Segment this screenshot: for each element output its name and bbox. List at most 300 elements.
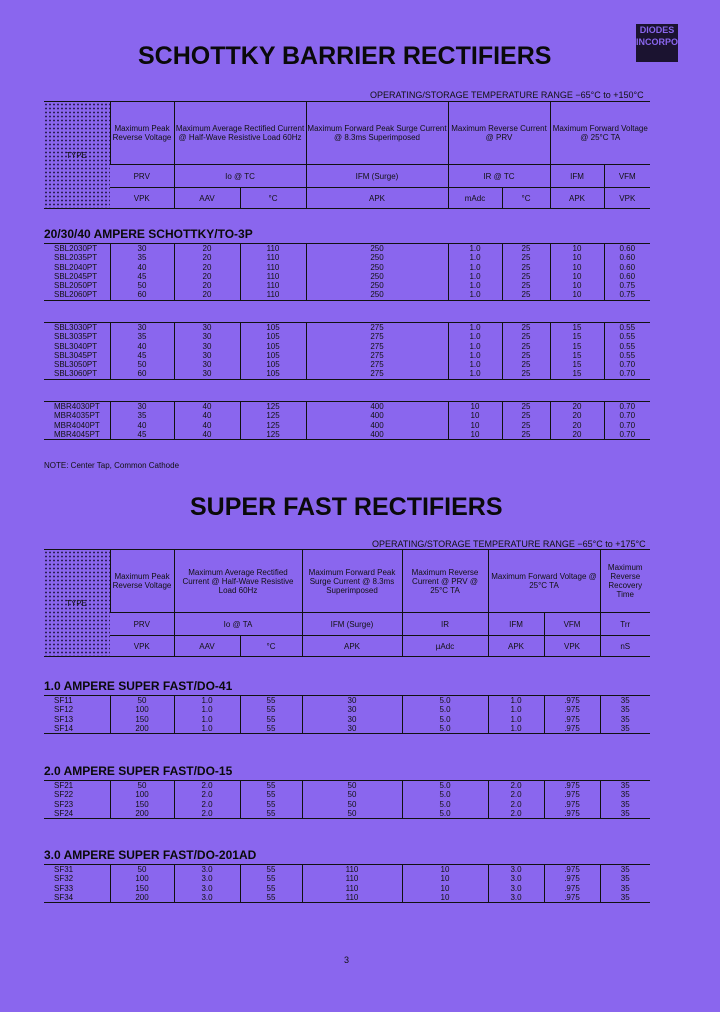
part-number: SF13 [54, 714, 74, 724]
table-row [44, 351, 650, 360]
superfast-group-2a [44, 780, 650, 819]
spec-cell: 10 [550, 290, 604, 300]
spec-cell: 3.0 [174, 893, 240, 903]
title-schottky: SCHOTTKY BARRIER RECTIFIERS [138, 42, 552, 70]
spec-cell: 30 [302, 715, 402, 724]
spec-cell: 0.55 [604, 332, 650, 341]
hdr-surge-desc: Maximum Forward Peak Surge Current @ 8.3ms Superimposed [306, 102, 448, 165]
spec-cell: 5.0 [402, 809, 488, 819]
spec-cell: 0.55 [604, 342, 650, 351]
spec-cell: 2.0 [174, 790, 240, 799]
sym-ifm-surge: IFM (Surge) [306, 165, 448, 188]
spec-cell: 0.70 [604, 421, 650, 430]
spec-cell: 0.60 [604, 263, 650, 272]
spec-cell: 1.0 [448, 369, 502, 379]
spec-cell: 5.0 [402, 696, 488, 706]
spec-cell: 15 [550, 323, 604, 333]
unit-degc: °C [240, 188, 306, 209]
spec-cell: 55 [240, 790, 302, 799]
spec-cell: 20 [550, 402, 604, 412]
schottky-group-20a [44, 243, 650, 301]
spec-cell: 40 [174, 421, 240, 430]
spec-cell: 0.70 [604, 360, 650, 369]
spec-cell: 3.0 [488, 893, 544, 903]
spec-cell: 105 [240, 323, 306, 333]
spec-cell: 2.0 [488, 800, 544, 809]
spec-cell: 15 [550, 342, 604, 351]
sf-sym-io: Io @ TA [174, 613, 302, 636]
spec-cell: 200 [110, 809, 174, 819]
spec-cell: 275 [306, 342, 448, 351]
spec-cell: 50 [110, 360, 174, 369]
spec-cell: 55 [240, 724, 302, 734]
spec-cell: .975 [544, 705, 600, 714]
spec-cell: 10 [550, 281, 604, 290]
spec-cell: 250 [306, 263, 448, 272]
spec-cell: 400 [306, 411, 448, 420]
spec-cell: 0.55 [604, 323, 650, 333]
part-number: SF22 [54, 790, 74, 800]
spec-cell: 10 [402, 893, 488, 903]
table-row [44, 290, 650, 300]
spec-cell: 1.0 [448, 351, 502, 360]
part-number: SBL2060PT [54, 290, 98, 300]
spec-cell: 125 [240, 421, 306, 430]
spec-cell: 25 [502, 263, 550, 272]
spec-cell: 55 [240, 705, 302, 714]
spec-cell: .975 [544, 696, 600, 706]
spec-cell: 35 [600, 800, 650, 809]
spec-cell: 0.70 [604, 402, 650, 412]
spec-cell: 20 [174, 263, 240, 272]
spec-cell: 25 [502, 411, 550, 420]
sf-unit-vpk-2: VPK [544, 636, 600, 657]
part-number: SBL3030PT [54, 323, 98, 332]
sf-sym-trr: Trr [600, 613, 650, 636]
part-number: SBL3045PT [54, 350, 98, 360]
spec-cell: 30 [302, 724, 402, 734]
table-row [44, 781, 650, 791]
sf-unit-aav: AAV [174, 636, 240, 657]
table-row [44, 874, 650, 883]
spec-cell: 55 [240, 809, 302, 819]
part-number: MBR4030PT [54, 402, 100, 411]
table-row [44, 263, 650, 272]
table-row [44, 411, 650, 420]
spec-cell: 110 [302, 884, 402, 893]
part-number: SF32 [54, 874, 74, 884]
spec-cell: 60 [110, 369, 174, 379]
spec-cell: 20 [174, 244, 240, 254]
spec-cell: 45 [110, 272, 174, 281]
spec-cell: 45 [110, 430, 174, 440]
spec-cell: 20 [174, 290, 240, 300]
hdr-io-desc: Maximum Average Rectified Current @ Half-Wave Resistive Load 60Hz [174, 102, 306, 165]
spec-cell: 0.55 [604, 351, 650, 360]
spec-cell: .975 [544, 724, 600, 734]
spec-cell: 25 [502, 281, 550, 290]
table-row [44, 281, 650, 290]
hdr-prv-desc: Maximum Peak Reverse Voltage [110, 102, 174, 165]
unit-vpk: VPK [110, 188, 174, 209]
table-row [44, 244, 650, 254]
section-sf-2a: 2.0 AMPERE SUPER FAST/DO-15 [44, 764, 233, 778]
spec-cell: 1.0 [174, 705, 240, 714]
sf-unit-apk-2: APK [488, 636, 544, 657]
part-number: SBL3035PT [54, 332, 98, 342]
spec-cell: 50 [110, 696, 174, 706]
superfast-group-3a [44, 864, 650, 903]
spec-cell: 150 [110, 715, 174, 724]
spec-cell: 2.0 [488, 781, 544, 791]
spec-cell: 10 [402, 884, 488, 893]
part-number: SBL2040PT [54, 262, 98, 272]
part-number: SF14 [54, 723, 74, 733]
spec-cell: 1.0 [448, 272, 502, 281]
spec-cell: 2.0 [488, 809, 544, 819]
unit-apk-2: APK [550, 188, 604, 209]
spec-cell: 275 [306, 369, 448, 379]
table-row [44, 332, 650, 341]
spec-cell: 25 [502, 323, 550, 333]
spec-cell: 20 [550, 421, 604, 430]
spec-cell: 55 [240, 781, 302, 791]
part-number: SF33 [54, 883, 74, 893]
table-row [44, 272, 650, 281]
spec-cell: 1.0 [448, 263, 502, 272]
spec-cell: 250 [306, 272, 448, 281]
spec-cell: 50 [110, 281, 174, 290]
spec-cell: 15 [550, 332, 604, 341]
sf-unit-ns: nS [600, 636, 650, 657]
spec-cell: 35 [600, 790, 650, 799]
spec-cell: 55 [240, 893, 302, 903]
table-row [44, 715, 650, 724]
spec-cell: 105 [240, 360, 306, 369]
sf-unit-uadc: µAdc [402, 636, 488, 657]
spec-cell: .975 [544, 800, 600, 809]
spec-cell: .975 [544, 781, 600, 791]
spec-cell: 15 [550, 369, 604, 379]
spec-cell: 1.0 [488, 705, 544, 714]
spec-cell: 2.0 [488, 790, 544, 799]
superfast-group-1a [44, 695, 650, 734]
spec-cell: 35 [600, 865, 650, 875]
part-number: SBL2050PT [54, 281, 98, 291]
spec-cell: 250 [306, 244, 448, 254]
spec-cell: 0.70 [604, 411, 650, 420]
spec-cell: 35 [600, 874, 650, 883]
schottky-group-30a [44, 322, 650, 380]
section-sf-3a: 3.0 AMPERE SUPER FAST/DO-201AD [44, 848, 257, 862]
part-number: SF34 [54, 892, 74, 902]
spec-cell: 110 [302, 874, 402, 883]
spec-cell: 30 [174, 342, 240, 351]
spec-cell: 10 [550, 272, 604, 281]
spec-cell: 25 [502, 369, 550, 379]
spec-cell: 110 [240, 244, 306, 254]
schottky-note: NOTE: Center Tap, Common Cathode [44, 461, 180, 470]
spec-cell: 55 [240, 715, 302, 724]
spec-cell: 5.0 [402, 705, 488, 714]
spec-cell: 5.0 [402, 724, 488, 734]
spec-cell: 105 [240, 342, 306, 351]
spec-cell: 250 [306, 253, 448, 262]
spec-cell: 150 [110, 884, 174, 893]
spec-cell: 35 [600, 809, 650, 819]
spec-cell: 40 [110, 342, 174, 351]
spec-cell: 125 [240, 430, 306, 440]
table-row [44, 800, 650, 809]
spec-cell: 25 [502, 332, 550, 341]
spec-cell: 150 [110, 800, 174, 809]
section-schottky-to3p: 20/30/40 AMPERE SCHOTTKY/TO-3P [44, 227, 253, 241]
spec-cell: 35 [110, 411, 174, 420]
sf-hdr-prv-desc: Maximum Peak Reverse Voltage [110, 550, 174, 613]
sf-unit-vpk: VPK [110, 636, 174, 657]
sf-sym-ifm: IFM [488, 613, 544, 636]
spec-cell: 25 [502, 253, 550, 262]
spec-cell: 35 [110, 332, 174, 341]
table-row [44, 893, 650, 903]
spec-cell: 5.0 [402, 790, 488, 799]
spec-cell: 10 [448, 411, 502, 420]
spec-cell: 125 [240, 411, 306, 420]
spec-cell: 105 [240, 369, 306, 379]
spec-cell: 1.0 [174, 724, 240, 734]
spec-cell: 55 [240, 874, 302, 883]
spec-cell: 25 [502, 290, 550, 300]
schottky-header-table [44, 101, 650, 209]
spec-cell: 40 [174, 430, 240, 440]
spec-cell: 400 [306, 402, 448, 412]
spec-cell: 1.0 [448, 360, 502, 369]
spec-cell: 1.0 [448, 342, 502, 351]
part-number: SBL2030PT [54, 244, 98, 253]
hdr-vf-desc: Maximum Forward Voltage @ 25°C TA [550, 102, 650, 165]
table-row [44, 253, 650, 262]
sf-hdr-io-desc: Maximum Average Rectified Current @ Half-Wave Resistive Load 60Hz [174, 550, 302, 613]
spec-cell: 1.0 [448, 332, 502, 341]
spec-cell: 20 [550, 430, 604, 440]
table-row [44, 865, 650, 875]
spec-cell: 30 [174, 360, 240, 369]
table-row [44, 884, 650, 893]
table-row [44, 360, 650, 369]
spec-cell: 10 [550, 253, 604, 262]
spec-cell: 35 [110, 253, 174, 262]
table-row [44, 402, 650, 412]
spec-cell: 1.0 [448, 244, 502, 254]
sym-io: Io @ TC [174, 165, 306, 188]
spec-cell: 10 [402, 874, 488, 883]
spec-cell: 40 [174, 402, 240, 412]
sf-unit-degc: °C [240, 636, 302, 657]
spec-cell: 50 [302, 809, 402, 819]
spec-cell: 110 [302, 893, 402, 903]
spec-cell: 2.0 [174, 781, 240, 791]
spec-cell: 100 [110, 874, 174, 883]
spec-cell: 30 [110, 402, 174, 412]
unit-aav: AAV [174, 188, 240, 209]
spec-cell: 30 [110, 244, 174, 254]
spec-cell: 275 [306, 360, 448, 369]
spec-cell: 250 [306, 281, 448, 290]
part-number: SF11 [54, 696, 73, 705]
spec-cell: 50 [110, 781, 174, 791]
spec-cell: 5.0 [402, 781, 488, 791]
spec-cell: .975 [544, 893, 600, 903]
spec-cell: 3.0 [174, 884, 240, 893]
spec-cell: 35 [600, 893, 650, 903]
spec-cell: 25 [502, 360, 550, 369]
spec-cell: 40 [110, 263, 174, 272]
spec-cell: 200 [110, 724, 174, 734]
unit-madc: mAdc [448, 188, 502, 209]
spec-cell: 50 [302, 800, 402, 809]
spec-cell: 0.60 [604, 253, 650, 262]
spec-cell: 50 [302, 790, 402, 799]
table-row [44, 809, 650, 819]
spec-cell: 1.0 [488, 724, 544, 734]
part-number: SBL3060PT [54, 369, 98, 379]
spec-cell: 400 [306, 421, 448, 430]
spec-cell: 35 [600, 724, 650, 734]
part-number: SF24 [54, 808, 74, 818]
spec-cell: 55 [240, 884, 302, 893]
spec-cell: 35 [600, 705, 650, 714]
spec-cell: 30 [110, 323, 174, 333]
spec-cell: 110 [240, 253, 306, 262]
spec-cell: 200 [110, 893, 174, 903]
spec-cell: 110 [240, 272, 306, 281]
sf-unit-apk: APK [302, 636, 402, 657]
spec-cell: 0.70 [604, 369, 650, 379]
spec-cell: 30 [302, 696, 402, 706]
sf-hdr-surge-desc: Maximum Forward Peak Surge Current @ 8.3ms Superimposed [302, 550, 402, 613]
spec-cell: 50 [302, 781, 402, 791]
part-number: SBL2035PT [54, 253, 98, 263]
superfast-header-table [44, 549, 650, 657]
sym-ifm: IFM [550, 165, 604, 188]
spec-cell: 25 [502, 244, 550, 254]
table-row [44, 696, 650, 706]
part-number: SBL2045PT [54, 271, 98, 281]
spec-cell: 50 [110, 865, 174, 875]
sym-prv: PRV [110, 165, 174, 188]
spec-cell: 100 [110, 790, 174, 799]
spec-cell: 1.0 [448, 253, 502, 262]
schottky-group-40a [44, 401, 650, 440]
spec-cell: 125 [240, 402, 306, 412]
spec-cell: .975 [544, 874, 600, 883]
spec-cell: 25 [502, 402, 550, 412]
spec-cell: 40 [174, 411, 240, 420]
spec-cell: 0.75 [604, 290, 650, 300]
spec-cell: 0.60 [604, 244, 650, 254]
spec-cell: 3.0 [488, 874, 544, 883]
table-row [44, 790, 650, 799]
spec-cell: 100 [110, 705, 174, 714]
spec-cell: 20 [550, 411, 604, 420]
table-row [44, 421, 650, 430]
spec-cell: .975 [544, 715, 600, 724]
spec-cell: 275 [306, 351, 448, 360]
spec-cell: 30 [174, 369, 240, 379]
spec-cell: 110 [240, 290, 306, 300]
spec-cell: 55 [240, 800, 302, 809]
spec-cell: 25 [502, 342, 550, 351]
spec-cell: 0.60 [604, 272, 650, 281]
spec-cell: 0.70 [604, 430, 650, 440]
sym-ir: IR @ TC [448, 165, 550, 188]
spec-cell: 275 [306, 332, 448, 341]
spec-cell: 10 [448, 402, 502, 412]
schottky-op-range: OPERATING/STORAGE TEMPERATURE RANGE −65°C to +150°C [370, 90, 644, 100]
spec-cell: 25 [502, 351, 550, 360]
spec-cell: 3.0 [174, 874, 240, 883]
spec-cell: 110 [240, 263, 306, 272]
spec-cell: 30 [302, 705, 402, 714]
spec-cell: 250 [306, 290, 448, 300]
spec-cell: 15 [550, 360, 604, 369]
spec-cell: 275 [306, 323, 448, 333]
part-number: MBR4040PT [54, 420, 100, 430]
sf-sym-ir: IR [402, 613, 488, 636]
spec-cell: 15 [550, 351, 604, 360]
spec-cell: 60 [110, 290, 174, 300]
part-number: SF31 [54, 865, 74, 874]
spec-cell: 400 [306, 430, 448, 440]
spec-cell: .975 [544, 865, 600, 875]
spec-cell: 1.0 [174, 696, 240, 706]
part-number: MBR4035PT [54, 411, 100, 421]
hdr-ir-desc: Maximum Reverse Current @ PRV [448, 102, 550, 165]
section-sf-1a: 1.0 AMPERE SUPER FAST/DO-41 [44, 679, 233, 693]
spec-cell: 110 [240, 281, 306, 290]
spec-cell: .975 [544, 884, 600, 893]
spec-cell: 35 [600, 715, 650, 724]
sf-hdr-vf-desc: Maximum Forward Voltage @ 25°C TA [488, 550, 600, 613]
spec-cell: 10 [448, 421, 502, 430]
spec-cell: 35 [600, 781, 650, 791]
unit-vpk-2: VPK [604, 188, 650, 209]
spec-cell: 20 [174, 281, 240, 290]
company-logo [636, 24, 709, 62]
spec-cell: 10 [550, 244, 604, 254]
table-row [44, 705, 650, 714]
spec-cell: 3.0 [488, 865, 544, 875]
spec-cell: 45 [110, 351, 174, 360]
spec-cell: 10 [402, 865, 488, 875]
spec-cell: .975 [544, 809, 600, 819]
spec-cell: 25 [502, 430, 550, 440]
spec-cell: 1.0 [448, 290, 502, 300]
spec-cell: 20 [174, 272, 240, 281]
spec-cell: 110 [302, 865, 402, 875]
part-number: SF23 [54, 799, 74, 809]
table-row [44, 323, 650, 333]
spec-cell: 35 [600, 884, 650, 893]
spec-cell: 105 [240, 351, 306, 360]
part-number: SBL3040PT [54, 341, 98, 351]
spec-cell: 1.0 [448, 281, 502, 290]
sf-sym-ifm-surge: IFM (Surge) [302, 613, 402, 636]
table-row [44, 430, 650, 440]
spec-cell: 30 [174, 332, 240, 341]
spec-cell: 0.75 [604, 281, 650, 290]
spec-cell: 2.0 [174, 800, 240, 809]
